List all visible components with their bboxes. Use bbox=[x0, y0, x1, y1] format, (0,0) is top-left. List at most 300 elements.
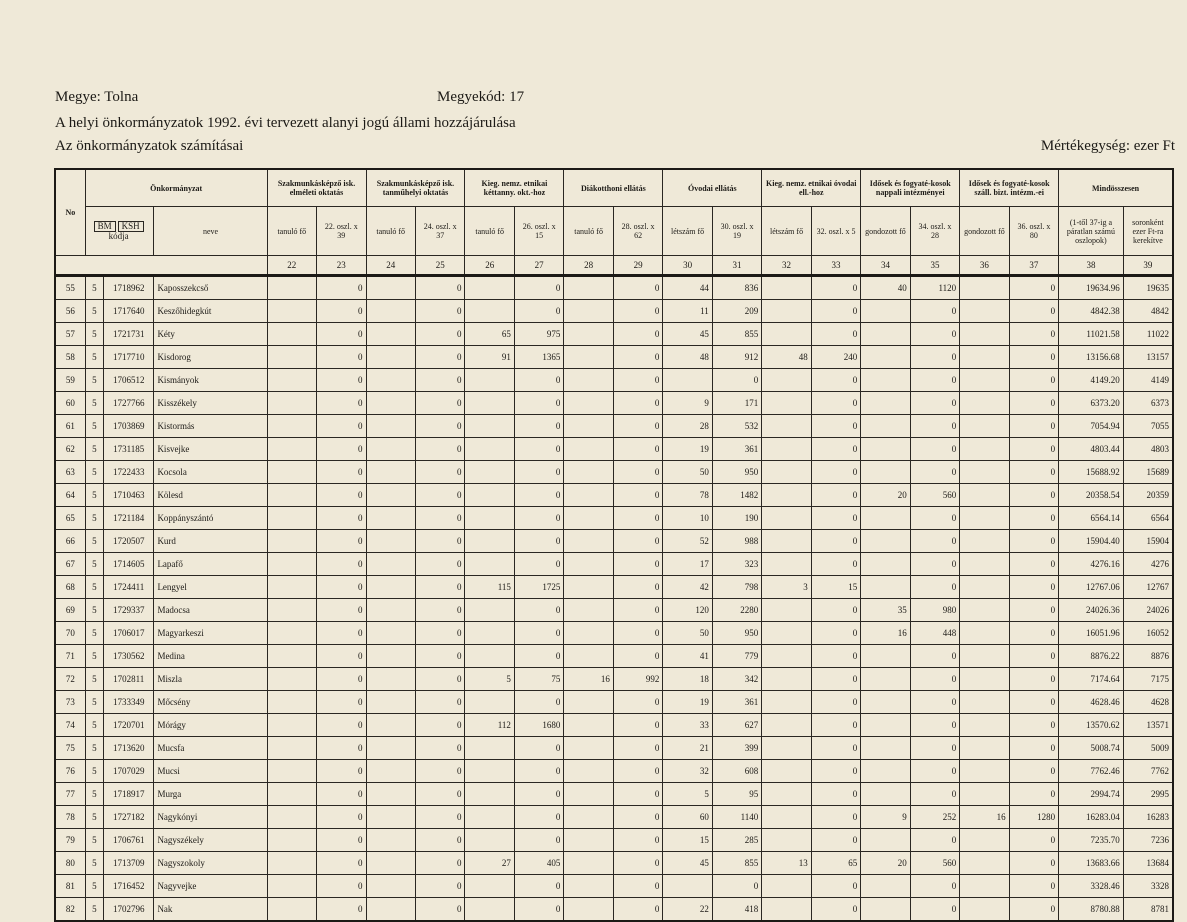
row-cell: 0 bbox=[811, 622, 860, 645]
row-cell: 0 bbox=[317, 276, 366, 300]
row-cell: 0 bbox=[1009, 392, 1058, 415]
row-bm: 5 bbox=[85, 898, 103, 922]
row-no: 74 bbox=[55, 714, 85, 737]
row-cell: 361 bbox=[712, 691, 761, 714]
row-cell bbox=[762, 484, 811, 507]
row-cell: 0 bbox=[514, 415, 563, 438]
row-cell: 0 bbox=[811, 415, 860, 438]
row-cell: 0 bbox=[317, 783, 366, 806]
row-cell bbox=[960, 737, 1009, 760]
row-name: Magyarkeszi bbox=[154, 622, 267, 645]
row-cell bbox=[960, 829, 1009, 852]
row-cell bbox=[267, 530, 316, 553]
row-bm: 5 bbox=[85, 507, 103, 530]
row-cell: 0 bbox=[415, 484, 464, 507]
row-cell bbox=[267, 461, 316, 484]
row-no: 77 bbox=[55, 783, 85, 806]
row-cell bbox=[861, 783, 910, 806]
row-cell bbox=[465, 507, 514, 530]
row-cell: 0 bbox=[514, 507, 563, 530]
row-cell: 4149 bbox=[1123, 369, 1173, 392]
row-cell: 0 bbox=[317, 898, 366, 922]
row-cell: 0 bbox=[415, 760, 464, 783]
row-cell: 0 bbox=[1009, 415, 1058, 438]
subheader: létszám fő bbox=[762, 207, 811, 256]
row-cell: 0 bbox=[910, 530, 959, 553]
row-cell: 7236 bbox=[1123, 829, 1173, 852]
row-name: Kismányok bbox=[154, 369, 267, 392]
row-cell: 0 bbox=[1009, 438, 1058, 461]
row-cell: 0 bbox=[415, 553, 464, 576]
row-cell bbox=[564, 622, 613, 645]
row-cell: 0 bbox=[317, 530, 366, 553]
row-cell bbox=[267, 760, 316, 783]
row-cell: 13157 bbox=[1123, 346, 1173, 369]
table-row bbox=[55, 645, 1173, 668]
row-cell: 0 bbox=[514, 783, 563, 806]
row-cell: 0 bbox=[811, 599, 860, 622]
row-cell: 0 bbox=[317, 668, 366, 691]
row-bm: 5 bbox=[85, 622, 103, 645]
row-cell: 0 bbox=[1009, 576, 1058, 599]
row-cell bbox=[465, 829, 514, 852]
row-cell: 209 bbox=[712, 300, 761, 323]
row-cell: 13 bbox=[762, 852, 811, 875]
row-cell bbox=[267, 415, 316, 438]
row-cell: 0 bbox=[415, 691, 464, 714]
row-name: Nagyszokoly bbox=[154, 852, 267, 875]
table-row bbox=[55, 461, 1173, 484]
row-no: 61 bbox=[55, 415, 85, 438]
row-cell: 0 bbox=[910, 668, 959, 691]
col-onkormanyzat-header: Önkormányzat bbox=[85, 169, 267, 207]
row-cell bbox=[366, 300, 415, 323]
group-header: Szakmunkásképző isk. tanműhelyi oktatás bbox=[366, 169, 465, 207]
row-cell: 0 bbox=[415, 645, 464, 668]
row-name: Nagykónyi bbox=[154, 806, 267, 829]
row-cell: 912 bbox=[712, 346, 761, 369]
row-cell: 0 bbox=[811, 530, 860, 553]
column-number: 34 bbox=[861, 256, 910, 276]
row-cell bbox=[960, 852, 1009, 875]
row-cell: 24026 bbox=[1123, 599, 1173, 622]
row-name: Mórágy bbox=[154, 714, 267, 737]
row-cell: 16051.96 bbox=[1059, 622, 1124, 645]
row-cell bbox=[762, 668, 811, 691]
row-bm: 5 bbox=[85, 806, 103, 829]
row-cell bbox=[564, 852, 613, 875]
row-ksh: 1721184 bbox=[103, 507, 153, 530]
row-cell: 0 bbox=[514, 300, 563, 323]
row-cell bbox=[960, 668, 1009, 691]
row-cell: 0 bbox=[1009, 346, 1058, 369]
subheader: (1-től 37-ig a páratlan számú oszlopok) bbox=[1059, 207, 1124, 256]
row-cell: 0 bbox=[1009, 507, 1058, 530]
row-cell: 15904 bbox=[1123, 530, 1173, 553]
row-cell: 0 bbox=[910, 760, 959, 783]
row-bm: 5 bbox=[85, 829, 103, 852]
row-cell: 627 bbox=[712, 714, 761, 737]
row-cell bbox=[564, 530, 613, 553]
row-cell bbox=[564, 553, 613, 576]
row-cell: 15 bbox=[663, 829, 712, 852]
row-cell: 0 bbox=[712, 369, 761, 392]
row-cell: 78 bbox=[663, 484, 712, 507]
row-cell bbox=[267, 576, 316, 599]
row-cell: 171 bbox=[712, 392, 761, 415]
row-cell bbox=[762, 369, 811, 392]
row-cell: 0 bbox=[613, 507, 662, 530]
group-header: Diákotthoni ellátás bbox=[564, 169, 663, 207]
row-cell: 0 bbox=[910, 438, 959, 461]
row-cell: 190 bbox=[712, 507, 761, 530]
row-cell bbox=[465, 369, 514, 392]
row-cell: 0 bbox=[1009, 714, 1058, 737]
row-cell: 0 bbox=[415, 622, 464, 645]
row-cell bbox=[762, 438, 811, 461]
row-cell: 0 bbox=[910, 392, 959, 415]
row-cell bbox=[564, 875, 613, 898]
row-cell: 0 bbox=[514, 622, 563, 645]
row-cell: 22 bbox=[663, 898, 712, 922]
row-cell: 20 bbox=[861, 484, 910, 507]
row-cell: 19635 bbox=[1123, 276, 1173, 300]
row-cell: 0 bbox=[910, 346, 959, 369]
row-cell bbox=[465, 875, 514, 898]
row-cell bbox=[267, 369, 316, 392]
row-cell: 0 bbox=[317, 323, 366, 346]
row-cell: 0 bbox=[317, 875, 366, 898]
row-cell bbox=[861, 415, 910, 438]
row-cell: 0 bbox=[514, 392, 563, 415]
table-row bbox=[55, 300, 1173, 323]
row-name: Mucsfa bbox=[154, 737, 267, 760]
row-cell: 8781 bbox=[1123, 898, 1173, 922]
row-name: Madocsa bbox=[154, 599, 267, 622]
row-cell: 0 bbox=[811, 484, 860, 507]
table-row bbox=[55, 783, 1173, 806]
table-row bbox=[55, 392, 1173, 415]
row-cell bbox=[762, 392, 811, 415]
row-cell: 0 bbox=[317, 484, 366, 507]
row-cell: 0 bbox=[613, 691, 662, 714]
row-cell bbox=[564, 806, 613, 829]
row-cell: 1725 bbox=[514, 576, 563, 599]
row-cell bbox=[762, 300, 811, 323]
row-cell: 60 bbox=[663, 806, 712, 829]
row-cell bbox=[366, 507, 415, 530]
row-cell: 20358.54 bbox=[1059, 484, 1124, 507]
row-cell: 0 bbox=[415, 346, 464, 369]
row-cell: 0 bbox=[317, 438, 366, 461]
column-number: 26 bbox=[465, 256, 514, 276]
row-name: Nak bbox=[154, 898, 267, 922]
row-cell bbox=[465, 691, 514, 714]
row-cell: 0 bbox=[613, 576, 662, 599]
row-cell: 9 bbox=[861, 806, 910, 829]
row-cell: 0 bbox=[811, 691, 860, 714]
table-row bbox=[55, 530, 1173, 553]
row-cell: 0 bbox=[910, 507, 959, 530]
row-cell bbox=[762, 783, 811, 806]
row-no: 55 bbox=[55, 276, 85, 300]
row-cell: 0 bbox=[910, 829, 959, 852]
row-cell: 7175 bbox=[1123, 668, 1173, 691]
row-name: Lengyel bbox=[154, 576, 267, 599]
subheader: 28. oszl. x 62 bbox=[613, 207, 662, 256]
row-ksh: 1710463 bbox=[103, 484, 153, 507]
row-name: Kaposszekcső bbox=[154, 276, 267, 300]
row-cell: 0 bbox=[514, 645, 563, 668]
row-cell bbox=[366, 438, 415, 461]
row-cell: 0 bbox=[811, 737, 860, 760]
colnum-spacer bbox=[55, 256, 267, 276]
row-cell bbox=[267, 553, 316, 576]
row-cell: 13571 bbox=[1123, 714, 1173, 737]
row-cell bbox=[267, 645, 316, 668]
subheader: tanuló fő bbox=[564, 207, 613, 256]
row-cell: 0 bbox=[811, 875, 860, 898]
row-cell: 0 bbox=[415, 507, 464, 530]
row-cell bbox=[465, 461, 514, 484]
row-cell bbox=[267, 438, 316, 461]
row-cell bbox=[267, 346, 316, 369]
col-name-header: neve bbox=[154, 207, 267, 256]
row-cell bbox=[267, 852, 316, 875]
row-cell bbox=[465, 438, 514, 461]
row-cell bbox=[861, 438, 910, 461]
row-cell: 0 bbox=[613, 323, 662, 346]
column-number-row bbox=[55, 256, 1173, 276]
row-cell bbox=[960, 645, 1009, 668]
row-no: 80 bbox=[55, 852, 85, 875]
row-cell: 48 bbox=[663, 346, 712, 369]
row-cell bbox=[366, 346, 415, 369]
row-bm: 5 bbox=[85, 461, 103, 484]
row-bm: 5 bbox=[85, 369, 103, 392]
row-no: 78 bbox=[55, 806, 85, 829]
row-cell bbox=[366, 645, 415, 668]
row-no: 69 bbox=[55, 599, 85, 622]
row-cell: 21 bbox=[663, 737, 712, 760]
subheader: 34. oszl. x 28 bbox=[910, 207, 959, 256]
table-row bbox=[55, 760, 1173, 783]
row-cell bbox=[465, 276, 514, 300]
row-cell bbox=[960, 576, 1009, 599]
row-cell: 560 bbox=[910, 852, 959, 875]
row-cell bbox=[465, 530, 514, 553]
row-cell: 3 bbox=[762, 576, 811, 599]
row-cell: 323 bbox=[712, 553, 761, 576]
row-cell: 0 bbox=[415, 276, 464, 300]
row-cell: 0 bbox=[613, 276, 662, 300]
row-cell: 5 bbox=[663, 783, 712, 806]
row-no: 67 bbox=[55, 553, 85, 576]
table-row bbox=[55, 276, 1173, 300]
row-cell: 950 bbox=[712, 461, 761, 484]
row-cell bbox=[960, 461, 1009, 484]
row-cell bbox=[366, 392, 415, 415]
row-cell: 0 bbox=[514, 599, 563, 622]
table-row bbox=[55, 599, 1173, 622]
row-cell: 6564.14 bbox=[1059, 507, 1124, 530]
row-bm: 5 bbox=[85, 484, 103, 507]
column-number: 28 bbox=[564, 256, 613, 276]
group-header: Kieg. nemz. etnikai óvodai ell.-hoz bbox=[762, 169, 861, 207]
group-header: Idősek és fogyaté-kosok nappali intézményei bbox=[861, 169, 960, 207]
row-no: 75 bbox=[55, 737, 85, 760]
row-cell: 16 bbox=[960, 806, 1009, 829]
row-cell: 0 bbox=[910, 737, 959, 760]
row-cell: 0 bbox=[415, 415, 464, 438]
row-cell: 399 bbox=[712, 737, 761, 760]
row-cell: 0 bbox=[317, 622, 366, 645]
row-cell bbox=[465, 898, 514, 922]
row-cell: 19 bbox=[663, 438, 712, 461]
row-cell: 0 bbox=[811, 392, 860, 415]
row-cell bbox=[960, 323, 1009, 346]
row-cell bbox=[564, 576, 613, 599]
row-bm: 5 bbox=[85, 668, 103, 691]
row-cell bbox=[762, 276, 811, 300]
row-cell bbox=[960, 346, 1009, 369]
row-cell: 13684 bbox=[1123, 852, 1173, 875]
row-cell: 0 bbox=[415, 714, 464, 737]
row-cell: 0 bbox=[811, 714, 860, 737]
row-ksh: 1702796 bbox=[103, 898, 153, 922]
row-cell: 33 bbox=[663, 714, 712, 737]
table-row bbox=[55, 438, 1173, 461]
row-cell: 0 bbox=[1009, 691, 1058, 714]
row-cell bbox=[564, 346, 613, 369]
row-cell: 16283 bbox=[1123, 806, 1173, 829]
row-cell: 0 bbox=[910, 553, 959, 576]
row-cell bbox=[366, 691, 415, 714]
row-cell bbox=[762, 622, 811, 645]
row-cell: 0 bbox=[910, 714, 959, 737]
row-ksh: 1717640 bbox=[103, 300, 153, 323]
row-cell: 16052 bbox=[1123, 622, 1173, 645]
row-cell bbox=[564, 898, 613, 922]
row-cell: 0 bbox=[1009, 461, 1058, 484]
row-cell bbox=[465, 415, 514, 438]
row-cell: 342 bbox=[712, 668, 761, 691]
row-cell bbox=[861, 714, 910, 737]
row-cell bbox=[267, 898, 316, 922]
row-cell bbox=[564, 507, 613, 530]
table-row bbox=[55, 875, 1173, 898]
row-cell: 10 bbox=[663, 507, 712, 530]
row-cell bbox=[861, 392, 910, 415]
row-no: 71 bbox=[55, 645, 85, 668]
row-ksh: 1733349 bbox=[103, 691, 153, 714]
row-cell: 18 bbox=[663, 668, 712, 691]
row-cell: 0 bbox=[514, 760, 563, 783]
table-row bbox=[55, 507, 1173, 530]
row-bm: 5 bbox=[85, 760, 103, 783]
row-cell: 980 bbox=[910, 599, 959, 622]
row-cell: 16283.04 bbox=[1059, 806, 1124, 829]
row-cell: 0 bbox=[514, 898, 563, 922]
row-ksh: 1718962 bbox=[103, 276, 153, 300]
row-cell: 17 bbox=[663, 553, 712, 576]
row-cell: 0 bbox=[514, 829, 563, 852]
row-cell: 988 bbox=[712, 530, 761, 553]
row-cell: 95 bbox=[712, 783, 761, 806]
row-cell: 2995 bbox=[1123, 783, 1173, 806]
row-bm: 5 bbox=[85, 276, 103, 300]
row-cell: 0 bbox=[317, 507, 366, 530]
column-number: 31 bbox=[712, 256, 761, 276]
row-cell: 0 bbox=[415, 898, 464, 922]
row-cell bbox=[366, 760, 415, 783]
row-cell: 0 bbox=[910, 415, 959, 438]
row-cell bbox=[564, 484, 613, 507]
row-cell: 7235.70 bbox=[1059, 829, 1124, 852]
row-cell bbox=[366, 276, 415, 300]
row-cell bbox=[861, 760, 910, 783]
row-cell bbox=[762, 530, 811, 553]
row-no: 57 bbox=[55, 323, 85, 346]
row-cell: 75 bbox=[514, 668, 563, 691]
row-cell bbox=[267, 599, 316, 622]
table-row bbox=[55, 323, 1173, 346]
row-cell bbox=[762, 415, 811, 438]
row-cell bbox=[960, 276, 1009, 300]
row-cell: 0 bbox=[1009, 530, 1058, 553]
row-cell: 41 bbox=[663, 645, 712, 668]
row-cell: 27 bbox=[465, 852, 514, 875]
row-name: Koppányszántó bbox=[154, 507, 267, 530]
row-cell bbox=[564, 438, 613, 461]
row-cell: 8876 bbox=[1123, 645, 1173, 668]
row-cell bbox=[762, 507, 811, 530]
row-cell: 0 bbox=[1009, 737, 1058, 760]
row-cell: 0 bbox=[514, 484, 563, 507]
row-ksh: 1722433 bbox=[103, 461, 153, 484]
group-header: Idősek és fogyaté-kosok száll. bizt. intézm.-ei bbox=[960, 169, 1059, 207]
row-cell: 120 bbox=[663, 599, 712, 622]
column-number: 38 bbox=[1059, 256, 1124, 276]
row-cell: 0 bbox=[811, 898, 860, 922]
row-cell: 0 bbox=[910, 300, 959, 323]
row-cell bbox=[366, 369, 415, 392]
row-cell: 9 bbox=[663, 392, 712, 415]
row-cell bbox=[366, 484, 415, 507]
subheader: gondozott fő bbox=[960, 207, 1009, 256]
row-cell: 0 bbox=[613, 346, 662, 369]
row-cell: 7762.46 bbox=[1059, 760, 1124, 783]
row-cell: 0 bbox=[514, 438, 563, 461]
row-name: Murga bbox=[154, 783, 267, 806]
table-row bbox=[55, 714, 1173, 737]
row-cell bbox=[267, 668, 316, 691]
row-cell: 361 bbox=[712, 438, 761, 461]
row-cell: 52 bbox=[663, 530, 712, 553]
row-cell bbox=[861, 691, 910, 714]
row-cell bbox=[366, 323, 415, 346]
column-number: 27 bbox=[514, 256, 563, 276]
row-cell: 0 bbox=[811, 276, 860, 300]
row-no: 68 bbox=[55, 576, 85, 599]
row-name: Miszla bbox=[154, 668, 267, 691]
row-cell bbox=[861, 829, 910, 852]
column-number: 39 bbox=[1123, 256, 1173, 276]
row-cell bbox=[366, 668, 415, 691]
row-cell bbox=[861, 898, 910, 922]
row-cell bbox=[564, 599, 613, 622]
row-cell: 0 bbox=[1009, 484, 1058, 507]
